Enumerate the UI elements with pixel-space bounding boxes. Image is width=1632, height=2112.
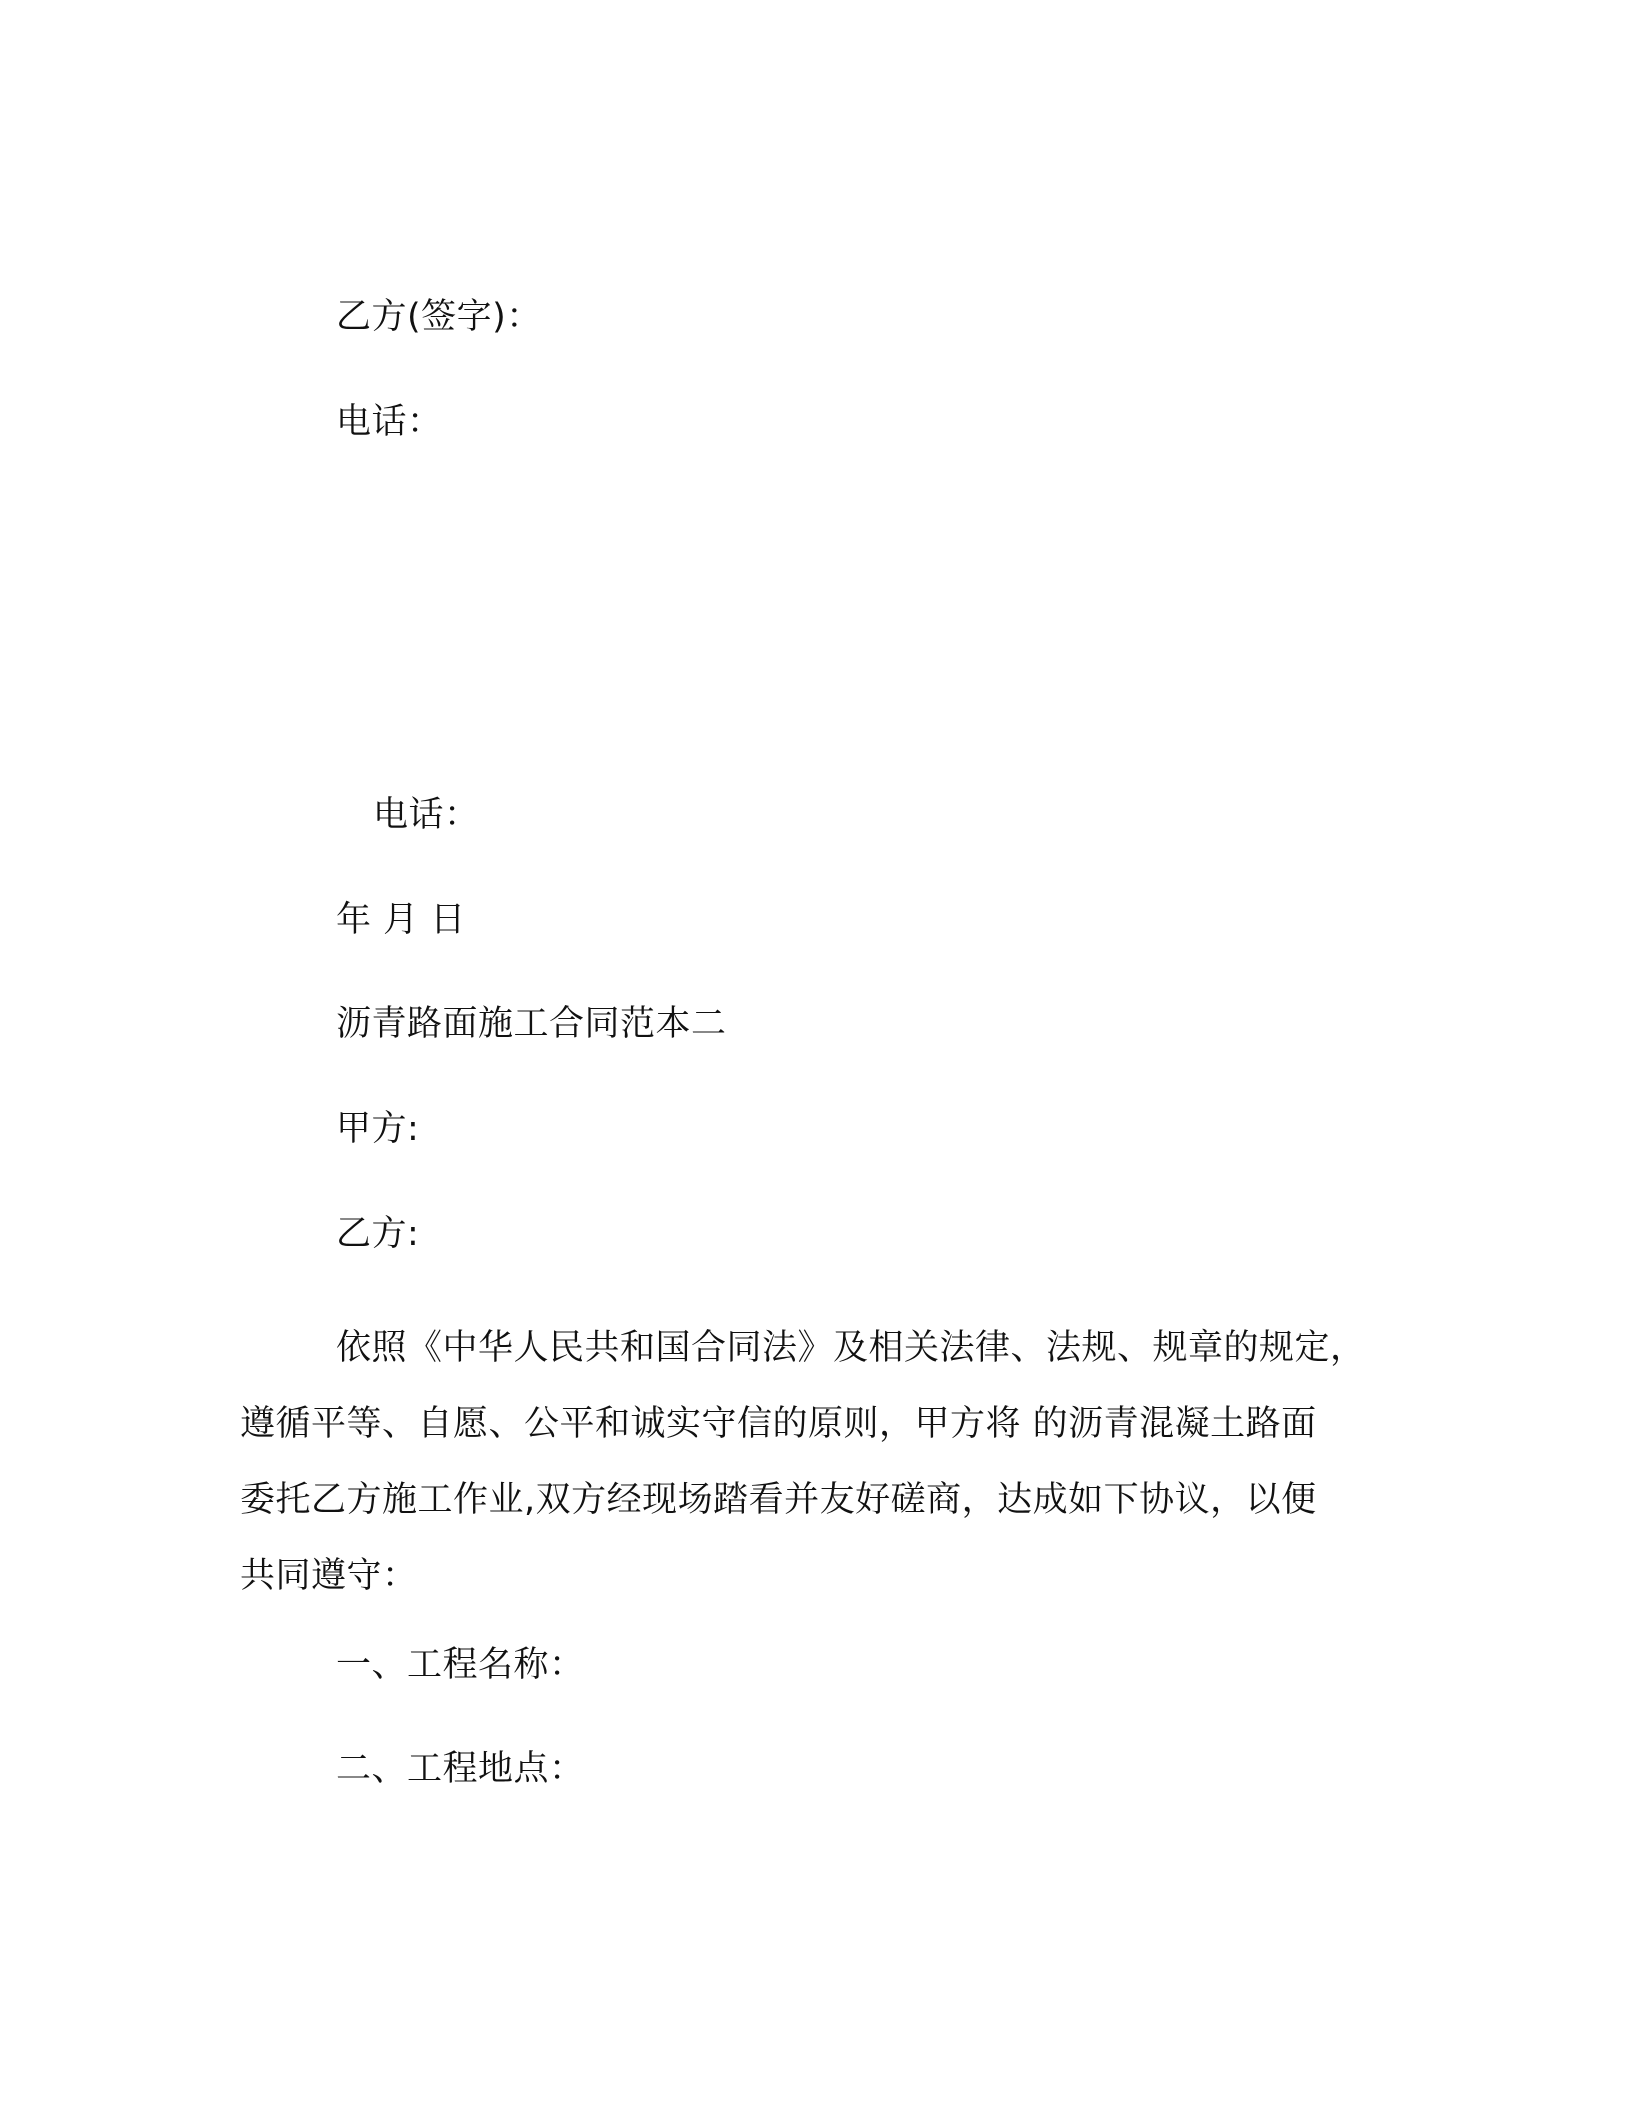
contract-title: 沥青路面施工合同范本二 <box>336 1004 727 1044</box>
intro-line-1: 依照《中华人民共和国合同法》及相关法律、法规、规章的规定， <box>336 1328 1366 1368</box>
intro-line-2: 遵循平等、自愿、公平和诚实守信的原则，甲方将 的沥青混凝土路面 <box>240 1404 1317 1444</box>
date-line: 年 月 日 <box>336 900 466 940</box>
clause-project-name: 一、工程名称： <box>336 1645 585 1685</box>
party-a-label: 甲方: <box>336 1109 420 1149</box>
intro-paragraph <box>240 1310 1420 1614</box>
clause-project-location: 二、工程地点： <box>336 1749 585 1789</box>
phone-label-indented: 电话： <box>373 795 480 835</box>
phone-label: 电话： <box>336 402 443 442</box>
intro-line-4: 共同遵守： <box>240 1556 418 1596</box>
party-b-label: 乙方: <box>336 1214 420 1254</box>
intro-line-3: 委托乙方施工作业,双方经现场踏看并友好磋商，达成如下协议，以便 <box>240 1480 1317 1520</box>
party-b-signature-label: 乙方(签字)： <box>336 297 542 337</box>
